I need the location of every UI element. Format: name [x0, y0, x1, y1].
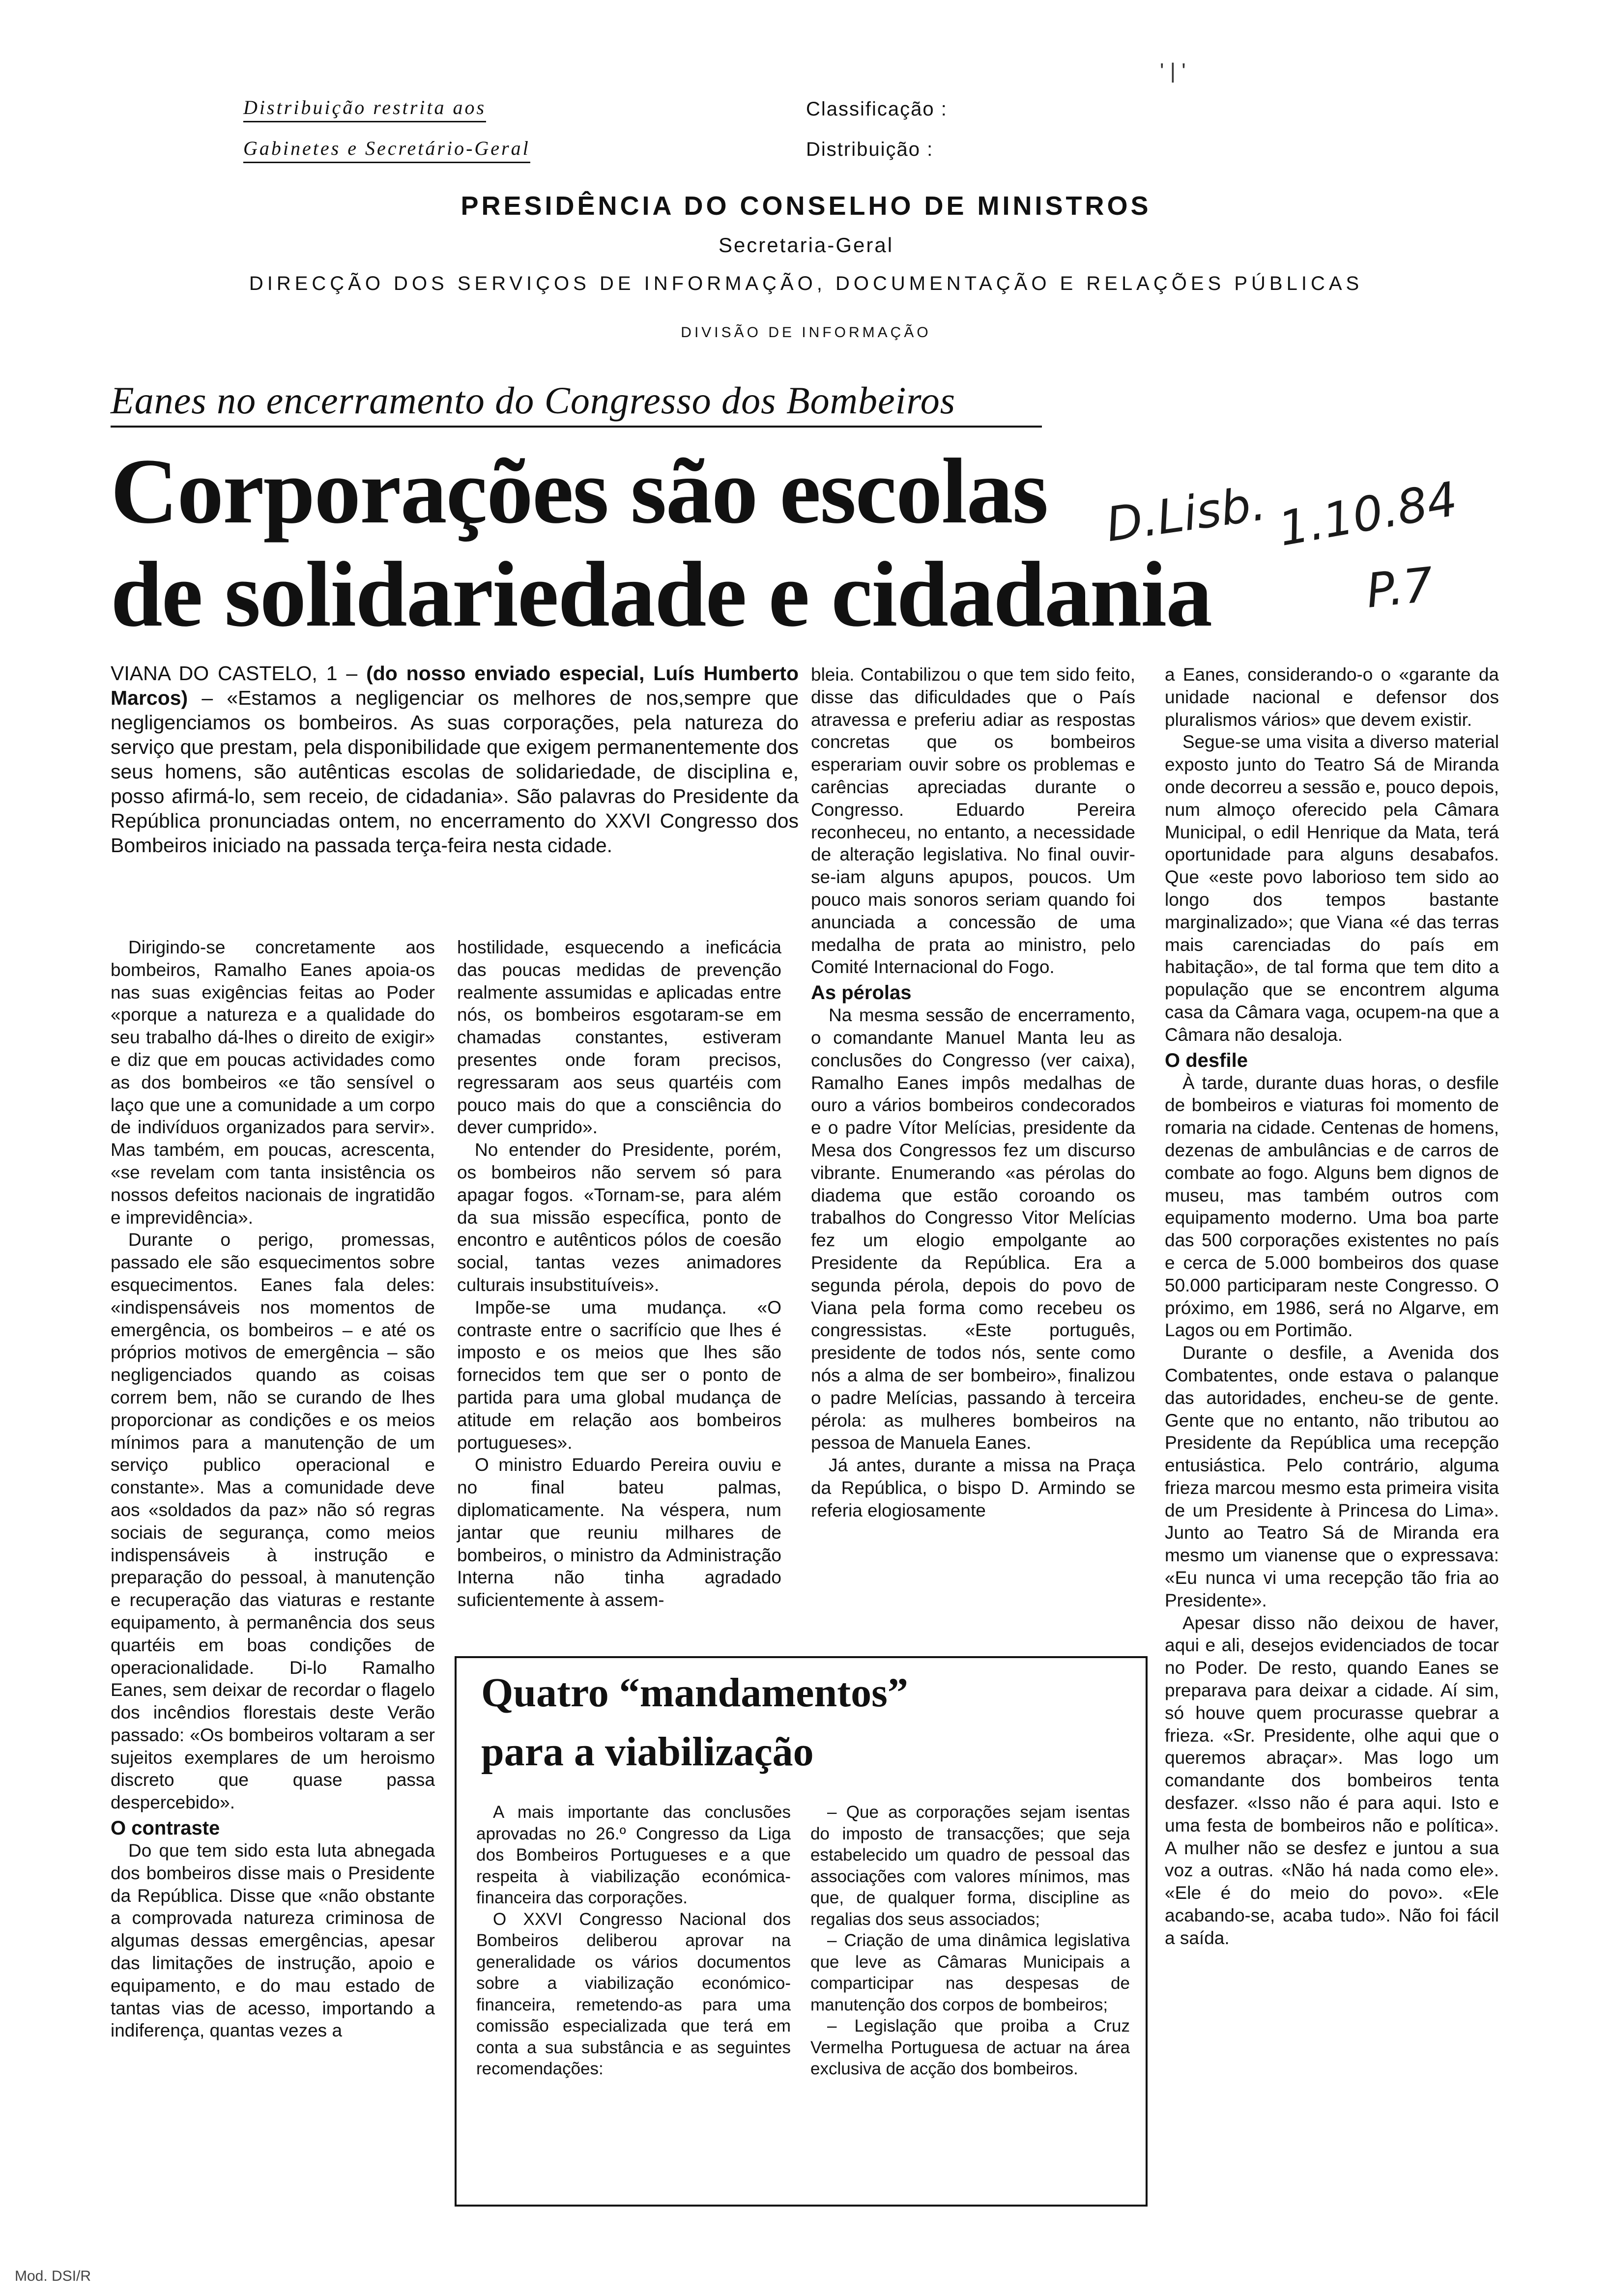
directorate-title: DIRECÇÃO DOS SERVIÇOS DE INFORMAÇÃO, DOCUMENTAÇÃO E RELAÇÕES PÚBLICAS: [249, 273, 1363, 294]
subheading-perolas: As pérolas: [811, 982, 912, 1004]
article-kicker: Eanes no encerramento do Congresso dos Bombeiros: [111, 378, 1042, 428]
margin-mark: ' | ': [1160, 59, 1186, 83]
article-lead: [111, 661, 799, 858]
col3-paragraph: bleia. Contabilizou o que tem sido feito, disse das dificuldades que o País atravessa e preferiu adiar as respostas concretas que os bombeiros esperariam ouvir sobre os problemas e carências apreciadas durante o Congresso. Eduardo Pereira reconheceu, no entanto, a necessidade de alteração legislativa. No final ouvir-se-iam alguns apupos, poucos. Um pouco mais sonoros seriam quando foi anunciada a concessão de uma medalha de prata ao ministro, pelo Comité Internacional do Fogo.: [811, 664, 1135, 977]
headline-line-1: Corporações são escolas: [111, 440, 1048, 543]
col1-paragraph: Dirigindo-se concretamente aos bombeiros, Ramalho Eanes apoia-os nas suas exigências feitas ao Poder «porque a natureza e a qualidade do seu trabalho dá-lhes o direito de exigir» e diz que em poucas actividades como as dos bombeiros «e tão sensível o laço que une a comunidade a um corpo de indivíduos organizados para servir». Mas também, em poucas, acrescenta, «se revelam com tanta insistência os nossos defeitos nacionais de ingratidão e imprevidência».: [111, 937, 435, 1228]
division-title: DIVISÃO DE INFORMAÇÃO: [681, 324, 931, 341]
col4-paragraph: Segue-se uma visita a diverso material exposto junto do Teatro Sá de Miranda onde decorreu a sessão e, pouco depois, num almoço oferecido pela Câmara Municipal, o edil Henrique da Mata, terá oportunidade para alguns desabafos. Que «este povo laborioso tem sido ao longo dos tempos bastante marginalizado»; que Viana «é das terras mais carenciadas do país em habitação», de tal forma que tem dito a população que se encontrem alguma casa da Câmara vaga, ocupem-na que a Câmara não desaloja.: [1165, 732, 1499, 1045]
headline-line-2: de solidariedade e cidadania: [111, 543, 1212, 646]
col4-paragraph: Durante o desfile, a Avenida dos Combatentes, onde estava o palanque das autoridades, encheu-se de gente. Gente que no entanto, não tributou ao Presidente da República uma recepção entusiástica. Pelo contrário, alguma frieza marcou mesmo esta primeira visita de um Presidente à Princesa do Lima». Junto ao Teatro Sá de Miranda era mesmo um vianense que o expressava: «Eu nunca vi uma recepção tão fria ao Presidente».: [1165, 1343, 1499, 1610]
col4-paragraph: a Eanes, considerando-o o «garante da unidade nacional e defensor dos pluralismos vários» que devem existir.: [1165, 664, 1499, 730]
form-code: Mod. DSI/R: [15, 2268, 91, 2284]
distribution-label: Distribuição :: [806, 139, 934, 160]
box-paragraph: – Que as corporações sejam isentas do imposto de transacções; que seja estabelecido um quadro de pessoal das associações com valores mínimos, mas que, de qualquer forma, discipline as regalias dos seus associados;: [810, 1803, 1130, 1929]
col4-paragraph: À tarde, durante duas horas, o desfile de bombeiros e viaturas foi momento de romaria na cidade. Centenas de homens, dezenas de ambulâncias e de carros de combate ao fogo. Alguns bem dignos de museu, mas também outros com equipamento moderno. Uma boa parte das 500 corporações existentes no país e cerca de 5.000 bombeiros dos quase 50.000 participaram neste Congresso. O próximo, em 1986, será no Algarve, em Lagos ou em Portimão.: [1165, 1072, 1499, 1341]
classification-label: Classificação :: [806, 98, 948, 120]
subheading-contraste: O contraste: [111, 1817, 220, 1839]
box-paragraph: – Criação de uma dinâmica legislativa que leve as Câmaras Municipais a comparticipar nas despesas de manutenção dos corpos de bombeiros;: [810, 1931, 1130, 2014]
col2-paragraph: hostilidade, esquecendo a ineficácia das poucas medidas de prevenção realmente assumidas e aplicadas entre nós, os bombeiros esgotaram-se em chamadas constantes, estiveram presentes onde foram precisos, regressaram aos seus quartéis com pouco mais do que a consciência do dever cumprido».: [457, 937, 781, 1138]
institution-title: PRESIDÊNCIA DO CONSELHO DE MINISTROS: [461, 191, 1151, 221]
box-title-line-2: para a viabilização: [481, 1729, 814, 1775]
box-paragraph: A mais importante das conclusões aprovadas no 26.º Congresso da Liga dos Bombeiros Portugueses e a que respeita à viabilização económica-financeira das corporações.: [476, 1803, 791, 1907]
conclusions-box: [455, 1656, 1148, 2207]
column-4: [1165, 663, 1499, 1950]
distribution-line-1: Distribuição restrita aos: [243, 96, 486, 122]
lead-byline: (do nosso enviado especial, Luís Humberto Marcos): [111, 662, 799, 709]
lead-dateline: VIANA DO CASTELO, 1 –: [111, 662, 367, 685]
col2-paragraph: No entender do Presidente, porém, os bombeiros não servem só para apagar fogos. «Tornam-se, para além da sua missão específica, ponto de encontro e autênticos pólos de coesão social, tantas vezes animadores culturais insubstituíveis».: [457, 1140, 781, 1295]
col1-paragraph: Do que tem sido esta luta abnegada dos bombeiros disse mais o Presidente da República. Disse que «não obstante a comprovada natureza criminosa de algumas dessas emergências, apesar das limitações de instrução, apoio e equipamento, e do mau estado de tantas vias de acesso, importando a indiferença, quantas vezes a: [111, 1840, 435, 2041]
box-title-line-1: Quatro “mandamentos”: [481, 1670, 908, 1716]
col2-paragraph: O ministro Eduardo Pereira ouviu e no final bateu palmas, diplomaticamente. Na véspera, num jantar que reuniu milhares de bombeiros, o ministro da Administração Interna não tinha agradado suficientemente à assem-: [457, 1455, 781, 1610]
box-paragraph: – Legislação que proiba a Cruz Vermelha Portuguesa de actuar na área exclusiva de acção dos bombeiros.: [810, 2016, 1130, 2078]
subheading-desfile: O desfile: [1165, 1049, 1248, 1071]
col1-paragraph: Durante o perigo, promessas, passado ele são esquecimentos sobre esquecimentos. Eanes fala deles: «indispensáveis nos momentos de emergência, os bombeiros – e até os próprios motivos de emergência – são negligenciados quando as coisas correm bem, não se curando de lhes proporcionar as condições e os meios mínimos para a manutenção de um serviço publico operacional e constante». Mas a comunidade deve aos «soldados da paz» não só regras sociais de segurança, como meios indispensáveis à instrução e preparação do pessoal, à manutenção e recuperação das viaturas e restante equipamento, à permanência dos seus quartéis em boas condições de operacionalidade. Di-lo Ramalho Eanes, sem deixar de recordar o flagelo dos incêndios florestais deste Verão passado: «Os bombeiros voltaram a ser sujeitos exemplares de um heroismo discreto que quase passa despercebido».: [111, 1230, 435, 1813]
column-2: [457, 936, 781, 1611]
distribution-line-2: Gabinetes e Secretário-Geral: [243, 137, 530, 163]
col3-paragraph: Na mesma sessão de encerramento, o comandante Manuel Manta leu as conclusões do Congresso (ver caixa), Ramalho Eanes impôs medalhas de ouro a vários bombeiros condecorados e o padre Vítor Melícias, presidente da Mesa dos Congressos fez um discurso vibrante. Enumerando «as pérolas do diadema que estão coroando os trabalhos do Congresso Vitor Melícias fez um elogio empolgante ao Presidente da República. Era a segunda pérola, depois do povo de Viana pela forma como recebeu os congressistas. «Este português, presidente de todos nós, sente como nós a alma de ser bombeiro», finalizou o padre Melícias, passando à terceira pérola: as mulheres bombeiros na pessoa de Manuela Eanes.: [811, 1005, 1135, 1453]
lead-text: – «Estamos a negligenciar os melhores de nos,sempre que negligenciamos os bombeiros. As suas corporações, pela natureza do serviço que prestam, pela disponibilidade que exigem permanentemente dos seus homens, são autênticas escolas de solidariedade, de disciplina e, posso afirmá-lo, sem receio, de cidadania». São palavras do Presidente da República pronunciadas ontem, no encerramento do XXVI Congresso dos Bombeiros iniciado na passada terça-feira nesta cidade.: [111, 687, 799, 857]
box-paragraph: O XXVI Congresso Nacional dos Bombeiros deliberou aprovar na generalidade os vários documentos sobre a viabilização económico-financeira, remetendo-as para uma comissão especializada que terá em conta a sua substância e as seguintes recomendações:: [476, 1909, 791, 2078]
handwritten-page: P.7: [1363, 557, 1436, 619]
col2-paragraph: Impõe-se uma mudança. «O contraste entre o sacrifício que lhes é imposto e os meios que lhes são fornecidos tem que ser o ponto de partida para uma global mudança de atitude em relação aos bombeiros portugueses».: [457, 1297, 781, 1453]
col4-paragraph: Apesar disso não deixou de haver, aqui e ali, desejos evidenciados de tocar no Poder. De resto, quando Eanes se preparava para deixar a cidade. Aí sim, só houve quem procurasse quebrar a frieza. «Sr. Presidente, olhe aqui que o queremos abraçar». Mas logo um comandante dos bombeiros tenta desfazer. «Isso não é para aqui. Isto e uma festa de bombeiros não e política». A mulher não se desfez e juntou a sua voz a outras. «Não há nada como ele». «Ele é do meio do povo». «Ele acabando-se, acaba tudo». Não foi fácil a saída.: [1165, 1612, 1499, 1948]
secretariat-title: Secretaria-Geral: [718, 233, 894, 257]
handwritten-source: D.Lisb.: [1102, 475, 1269, 553]
box-column-2: [810, 1802, 1130, 2080]
col3-paragraph: Já antes, durante a missa na Praça da República, o bispo D. Armindo se referia elogiosamente: [811, 1455, 1135, 1521]
handwritten-date: 1.10.84: [1274, 471, 1462, 557]
box-column-1: [476, 1802, 791, 2080]
column-3: [811, 663, 1135, 1521]
column-1: [111, 936, 435, 2042]
